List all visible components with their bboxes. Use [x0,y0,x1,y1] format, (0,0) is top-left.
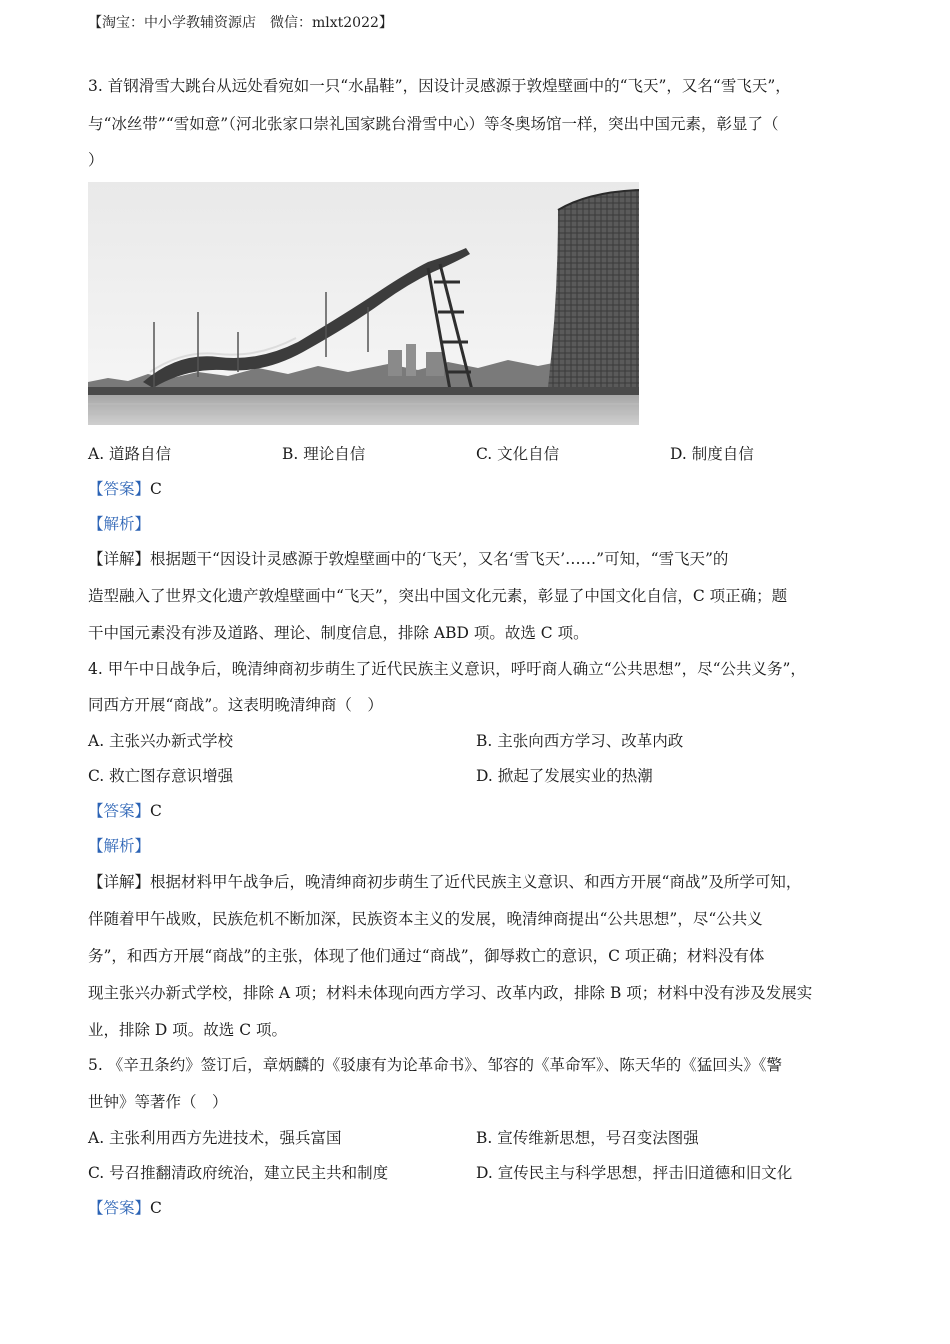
answer-value: C [150,1199,162,1217]
q4-option-c: C. 救亡图存意识增强 [88,767,234,785]
q4-option-b: B. 主张向西方学习、改革内政 [476,732,684,750]
q4-detail-line-3: 务”，和西方开展“商战”的主张，体现了他们通过“商战”，御辱救亡的意识，C 项正确；材料没有体 [88,947,765,965]
q4-detail-line-1 [88,872,801,892]
q3-answer [88,479,162,499]
q3-analysis-tag: 【解析】 [88,515,151,533]
q4-detail-line-2: 伴随着甲午战败，民族危机不断加深，民族资本主义的发展，晚清绅商提出“公共思想”，尽“公共义 [88,910,763,928]
ski-jump-photo [88,182,639,425]
detail-text: 根据题干“因设计灵感源于敦煌壁画中的‘飞天’，又名‘雪飞天’……”可知，“雪飞天”的 [150,550,729,568]
q4-stem-line-2: 同西方开展“商战”。这表明晚清绅商（ ） [88,696,383,714]
q4-detail-line-5: 业，排除 D 项。故选 C 项。 [88,1021,287,1039]
q3-option-a: A. 道路自信 [88,445,172,463]
q3-detail-line-3: 干中国元素没有涉及道路、理论、制度信息，排除 ABD 项。故选 C 项。 [88,624,589,642]
detail-tag: 【详解】 [88,873,151,891]
q3-stem-line-2: 与“冰丝带”“雪如意”（河北张家口崇礼国家跳台滑雪中心）等冬奥场馆一样，突出中国元素，彰显了（ [88,115,779,133]
q5-option-c: C. 号召推翻清政府统治，建立民主共和制度 [88,1164,389,1182]
answer-tag: 【答案】 [88,480,151,498]
answer-tag: 【答案】 [88,1199,151,1217]
q3-option-d: D. 制度自信 [670,445,754,463]
q3-option-b: B. 理论自信 [282,445,366,463]
q3-stem-line-1: 3. 首钢滑雪大跳台从远处看宛如一只“水晶鞋”，因设计灵感源于敦煌壁画中的“飞天”，又名“雪飞天”， [88,77,791,95]
answer-tag: 【答案】 [88,802,151,820]
q4-option-d: D. 掀起了发展实业的热潮 [476,767,653,785]
q5-option-a: A. 主张利用西方先进技术，强兵富国 [88,1129,342,1147]
q4-detail-line-4: 现主张兴办新式学校，排除 A 项；材料未体现向西方学习、改革内政，排除 B 项；材料中没有涉及发展实 [88,984,813,1002]
page-header: 【淘宝：中小学教辅资源店 微信：mlxt2022】 [88,15,393,31]
q3-detail-line-1 [88,549,728,569]
q3-stem-line-3: ） [88,151,104,169]
q4-option-a: A. 主张兴办新式学校 [88,732,234,750]
answer-value: C [150,802,162,820]
detail-text: 根据材料甲午战争后，晚清绅商初步萌生了近代民族主义意识、和西方开展“商战”及所学可知， [150,873,802,891]
q5-answer [88,1198,162,1218]
q5-stem-line-1: 5. 《辛丑条约》签订后，章炳麟的《驳康有为论革命书》、邹容的《革命军》、陈天华的《猛回头》《警 [88,1056,782,1074]
q4-answer [88,801,162,821]
q4-analysis-tag: 【解析】 [88,837,151,855]
answer-value: C [150,480,162,498]
q3-option-c: C. 文化自信 [476,445,560,463]
q4-stem-line-1: 4. 甲午中日战争后，晚清绅商初步萌生了近代民族主义意识，呼吁商人确立“公共思想”，尽“公共义务”， [88,660,806,678]
detail-tag: 【详解】 [88,550,151,568]
q5-option-b: B. 宣传维新思想，号召变法图强 [476,1129,699,1147]
q5-stem-line-2: 世钟》等著作（ ） [88,1093,228,1111]
q5-option-d: D. 宣传民主与科学思想，抨击旧道德和旧文化 [476,1164,793,1182]
q3-detail-line-2: 造型融入了世界文化遗产敦煌壁画中“飞天”，突出中国文化元素，彰显了中国文化自信，C 项正确；题 [88,587,788,605]
